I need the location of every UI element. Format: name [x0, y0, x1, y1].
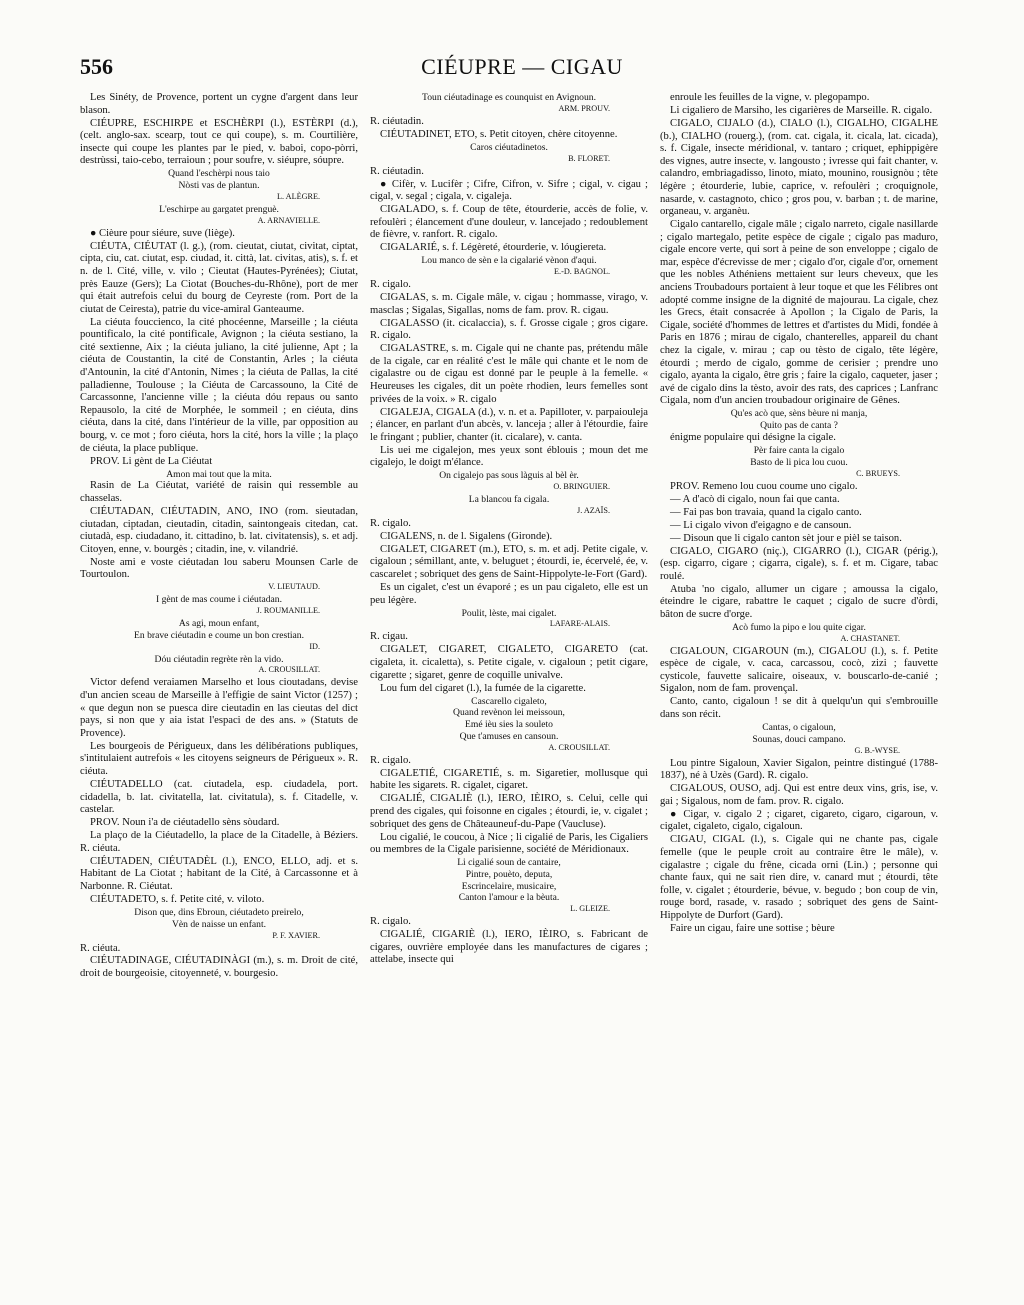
citation-author: A. CROUSILLAT. [548, 742, 610, 752]
entry-paragraph: Lis uei me cigalejon, mes yeux sont éblouis ; moun det me cigalejo, le doigt m'élance. [370, 444, 648, 469]
entry-paragraph: Es un cigalet, c'est un évaporé ; es un pau cigaleto, elle est un peu légère. [370, 582, 648, 606]
entry-paragraph: Atuba 'no cigalo, allumer un cigare ; amoussa la cigalo, éteindre le cigare, rabattre le caquet ; cigalo de sucre d'òrdi, bâton de sucre d'orge. [660, 583, 938, 620]
entry-paragraph: Les Sinéty, de Provence, portent un cygne d'argent dans leur blason. [80, 92, 358, 116]
entry-paragraph: CIGALO, CIJALO (d.), CIALO (l.), CIGALHO, CIGALHE (b.), CIALHO (rouerg.), (rom. cat. cigala, it. cicala, lat. cicada), s. f. Cigale, insecte méridional, v. tantaro ; criquet, ephippigère des vignes, autre insecte, v. langousto ; ivresse qui fait chanter, v. calandro, embriagadisso, linoto, miato, mounino, rousignòu ; tête légère ; étourderie, lubie, caprice, v. refoulèri ; croquignole, nasarde, v. castagnoto, chico ; gros pou, v. barban ; t. de marine, organeau, v. arganèu. [660, 117, 938, 218]
citation-author: P. F. XAVIER. [272, 930, 320, 940]
entry-paragraph: CIGALOUN, CIGAROUN (m.), CIGALOU (l.), s. f. Petite espèce de cigale, v. caca, carcassou, cocò, zizi ; fauvette cysticole, fauvette salicaire, oiseaux, v. bouscarlo-de-canié ; Sigalon, nom de fam. provençal. [660, 645, 938, 695]
entry-paragraph: R. cigalo. [370, 916, 411, 928]
entry-paragraph: CIÉUTADEN, CIÉUTADÈL (l.), ENCO, ELLO, adj. et s. Habitant de La Ciotat ; habitant de la Cité, à Carcassonne et à Narbonne. R. Ciéutat. [80, 855, 358, 892]
column-right [660, 92, 938, 1292]
verse-line: Emé ièu sies la souleto [465, 719, 553, 731]
entry-paragraph: CIÉUTADETO, s. f. Petite cité, v. viloto. [90, 893, 265, 905]
entry-paragraph: ● Cifèr, v. Lucifèr ; Cifre, Cifron, v. Sifre ; cigal, v. cigau ; cigal, v. segal ; cigala, v. cigaleja. [370, 178, 648, 203]
page-header [80, 52, 964, 92]
citation-author: ARM. PROUV. [558, 103, 610, 113]
verse-line: Pèr faire canta la cigalo [753, 444, 845, 456]
entry-paragraph: CIÉUTADELLO (cat. ciutadela, esp. ciudadela, port. cidadella, b. lat. civitatella, lat. civitatula), s. f. Citadelle, v. castelar. [80, 779, 358, 816]
verse-line: En brave ciéutadin e coume un bon crestian. [134, 629, 304, 641]
entry-paragraph: R. cigalo. [370, 754, 411, 766]
entry-paragraph: CIÉUTADINET, ETO, s. Petit citoyen, chère citoyenne. [380, 128, 618, 140]
entry-paragraph: Lou pintre Sigaloun, Xavier Sigalon, peintre distingué (1788-1837), né à Uzès (Gard). R. cigalo. [660, 757, 938, 782]
entry-paragraph: CIGALAS, s. m. Cigale mâle, v. cigau ; hommasse, virago, v. masclas ; Sigalas, Sigallas, noms de fam. prov. R. cigau. [370, 292, 648, 316]
citation-author: A. CHASTANET. [840, 633, 900, 643]
page-number: 556 [80, 54, 113, 79]
citation-author: B. FLORET. [568, 153, 610, 163]
entry-paragraph: Canto, canto, cigaloun ! se dit à quelqu'un qui s'embrouille dans son récit. [660, 696, 938, 720]
entry-paragraph: R. ciéutadin. [370, 165, 424, 177]
entry-paragraph: CIGALET, CIGARET (m.), ETO, s. m. et adj. Petite cigale, v. cigaloun ; sémillant, ante, v. beluguet ; étourdi, ie, écervelé, ée, v. cascarelet ; sobriquet des gens de Saint-Hippolyte-le-Fort (Gard). [370, 543, 648, 581]
entry-paragraph: R. cigau. [370, 631, 408, 643]
entry-paragraph: Rasin de La Ciéutat, variété de raisin qui ressemble au chasselas. [80, 480, 358, 504]
verse-line: Nòsti vas de plantun. [178, 180, 260, 192]
citation-author: V. LIEUTAUD. [268, 582, 320, 592]
entry-paragraph: — A d'acò di cigalo, noun fai que canta. [670, 493, 840, 505]
text-columns [80, 92, 960, 1292]
verse-line: Vèn de naisse un enfant. [171, 918, 267, 930]
entry-paragraph: R. cigalo. [370, 279, 411, 291]
entry-paragraph: — Disoun que li cigalo canton sèt jour e pièl se taison. [670, 532, 902, 544]
citation-author: O. BRINGUIER. [553, 482, 610, 492]
entry-paragraph: R. cigalo. [370, 517, 411, 529]
citation-author: LAFARE-ALAIS. [549, 619, 610, 629]
verse-line: Sounas, douci campano. [752, 733, 846, 745]
entry-paragraph: CIGALEJA, CIGALA (d.), v. n. et a. Papilloter, v. parpaiouleja ; élancer, en parlant d'un abcès, v. lanceja ; aller à l'étourdie, faire le fringant ; publier, chanter (it. cicalare), v. canta. [370, 406, 648, 443]
verse-line: L'eschirpe au gargatet prenguè. [159, 203, 279, 215]
citation-author: C. BRUEYS. [856, 468, 900, 478]
citation-author: A. CROUSILLAT. [258, 665, 320, 675]
entry-paragraph: CIGALIÉ, CIGARIÈ (l.), IERO, IÈIRO, s. Fabricant de cigares, ouvrière employée dans les manufactures de cigares ; attelabe, insecte qui [370, 929, 648, 966]
entry-paragraph: CIÉUTADAN, CIÉUTADIN, ANO, INO (rom. sieutadan, ciutadan, ciptadan, cieutadin, citadin, saintongeais citedan, cat. ciutadà, esp. ciudadano, it. cittadino, b. lat. civitatensis), s. et adj. Citoyen, enne, v. bourgès ; citadin, ine, v. vilandrié. [80, 505, 358, 555]
entry-paragraph: CIGALO, CIGARO (niç.), CIGARRO (l.), CIGAR (périg.), (esp. cigarro, cigare ; cigarra, cigale), s. f. et m. Cigare, tabac roulé. [660, 545, 938, 582]
verse-line: Que t'amuses en cansoun. [459, 730, 559, 742]
entry-paragraph: Noste ami e voste ciéutadan lou saberu Mounsen Carle de Tourtoulon. [80, 556, 358, 581]
citation-author: L. GLEIZE. [570, 904, 610, 914]
entry-paragraph: énigme populaire qui désigne la cigale. [670, 432, 836, 443]
column-left [80, 92, 358, 1292]
entry-paragraph: — Fai pas bon travaia, quand la cigalo canto. [670, 506, 862, 518]
entry-paragraph: CIGALOUS, OUSO, adj. Qui est entre deux vins, gris, ise, v. gai ; Sigalous, nom de fam. prov. R. cigalo. [660, 783, 938, 807]
running-head: CIÉUPRE — CIGAU [421, 54, 623, 79]
verse-line: Quand revènon lei meissoun, [453, 707, 565, 719]
citation-author: ID. [309, 641, 320, 651]
entry-paragraph: CIGALASTRE, s. m. Cigale qui ne chante pas, prétendu mâle de la cigale, car en réalité c'est le mâle qui chante et le nom de cigalastre ou de cigau est donné par le peuple à la femelle. « Heureuses les cigales, dit un poète rhodien, leurs femelles sont privées de la voix. » R. cigalo [370, 343, 648, 405]
verse-line: Poulit, lèste, mai cigalet. [461, 607, 557, 619]
entry-paragraph: CIGALARIÉ, s. f. Légèreté, étourderie, v. lóugiereta. [380, 242, 607, 254]
verse-line: Lou manco de sèn e la cigalarié vènon d'aqui. [421, 255, 597, 267]
verse-line: Dóu ciéutadin regrète rèn la vido. [154, 653, 284, 665]
entry-paragraph: Victor defend veraiamen Marselho et lous cioutadans, devise d'un ancien sceau de Marseille à l'effigie de saint Victor (1257) ; « que degun non se puesca dire cieutadin en las cieutas del dict pays, si non que y aia istat l'espaci de des ans. » (Statuts de Provence). [80, 677, 358, 739]
verse-line: Caros ciéutadinetos. [470, 141, 548, 153]
verse-line: Amon mai tout que la mita. [166, 468, 272, 480]
verse-line: Canton l'amour e la bèuta. [458, 892, 560, 904]
entry-paragraph: CIÉUPRE, ESCHIRPE et ESCHÈRPI (l.), ESTÈRPI (d.), (celt. anglo-sax. scearp, tout ce qui coupe), s. m. Courtilière, insecte qui coupe les plantes par le pied, v. baboi, copo-pòrri, destrùssi, taio-cebo, terraioun ; pour soufre, v. siéupre, sóupre. [80, 117, 358, 167]
entry-paragraph: PROV. Li gènt de La Ciéutat [90, 455, 213, 467]
entry-paragraph: CIGALADO, s. f. Coup de tête, étourderie, accès de folie, v. refoulèri ; élancement d'une douleur, v. lancejado ; redoublement de fièvre, v. ranfort. R. cigalo. [370, 204, 648, 241]
verse-line: Escrincelaire, musicaire, [461, 880, 557, 892]
entry-paragraph: enroule les feuilles de la vigne, v. plegopampo. [670, 92, 870, 103]
verse-line: Quito pas de canta ? [760, 420, 838, 432]
entry-paragraph: Li cigaliero de Marsiho, les cigarières de Marseille. R. cigalo. [670, 104, 933, 116]
verse-line: Cantas, o cigaloun, [762, 721, 836, 733]
verse-line: Li cigalié soun de cantaire, [457, 857, 561, 869]
citation-author: G. B.-WYSE. [854, 745, 900, 755]
verse-line: Toun ciéutadinage es counquist en Avignoun. [422, 92, 596, 103]
entry-paragraph: CIGALETIÉ, CIGARETIÉ, s. m. Sigaretier, mollusque qui habite les sigarets. R. cigalet, cigaret. [370, 767, 648, 792]
verse-line: Quand l'eschèrpi nous taio [168, 168, 270, 180]
verse-line: Basto de li pica lou cuou. [750, 456, 848, 468]
citation-author: E.-D. BAGNOL. [554, 267, 610, 277]
entry-paragraph: PROV. Remeno lou cuou coume uno cigalo. [670, 480, 858, 492]
verse-line: Dison que, dins Ebroun, ciéutadeto preirelo, [134, 906, 304, 918]
verse-line: Cascarello cigaleto, [471, 695, 547, 707]
entry-paragraph: La ciéuta fouccienco, la cité phocéenne, Marseille ; la ciéuta pountificalo, la cité pontificale, Avignon ; la ciéuta sestiano, la cité sextienne, Aix ; la ciéuta juliano, la cité julienne, Apt ; la ciéuta de Coustantin, la cité de Constantin, Arles ; la ciéuta d'Antounin, la cité d'Antonin, Nimes ; la ciéuta de Pallas, la cité palladienne, Toulouse ; la Ciéuta de Carcassouno, la Cité de Carcassonne, l'ancienne ville ; la ciéuta dóu repaus ou santo Repausolo, la cité de Morphée, le sommeil ; en ciéuta, dins ciéuta, dans la cité, dans l'intérieur de la ville, par opposition au bourg, v. ce mot ; foro ciéuta, hors la cité, hors la ville ; la plaço de ciéuta, la place publique. [80, 316, 358, 454]
verse-line: As agi, moun enfant, [178, 618, 260, 630]
column-middle [370, 92, 648, 1292]
citation-author: L. ALÈGRE. [277, 191, 320, 201]
entry-paragraph: La plaço de la Ciéutadello, la place de la Citadelle, à Béziers. R. ciéuta. [80, 830, 358, 854]
verse-line: On cigalejo pas sous làguis al bèl èr. [439, 470, 579, 482]
verse-line: Qu'es acò que, sèns bèure ni manja, [730, 408, 868, 420]
citation-author: J. ROUMANILLE. [256, 606, 320, 616]
entry-paragraph: R. ciéutadin. [370, 115, 424, 127]
entry-paragraph: Les bourgeois de Périgueux, dans les délibérations publiques, s'intitulaient autrefois « les citoyens seigneurs de Périgueux ». R. ciéuta. [80, 740, 358, 778]
citation-author: J. AZAÏS. [577, 505, 610, 515]
entry-paragraph: CIGALIÉ, CIGALIÈ (l.), IERO, IÈIRO, s. Celui, celle qui prend des cigales, qui foisonne en cigales ; étourdi, ie, v. cigalet ; sobriquet des gens de Châteauneuf-du-Pape (Vaucluse). [370, 793, 648, 830]
verse-line: La blancou fa cigala. [468, 494, 550, 506]
verse-line: Pintre, pouèto, deputa, [465, 868, 553, 880]
entry-paragraph: R. ciéuta. [80, 942, 121, 954]
entry-paragraph: CIGALENS, n. de l. Sigalens (Gironde). [380, 530, 553, 542]
entry-paragraph: Faire un cigau, faire une sottise ; bèure [670, 922, 835, 934]
verse-line: I gènt de mas coume i ciéutadan. [155, 594, 282, 606]
entry-paragraph: CIGALASSO (it. cicalaccia), s. f. Grosse cigale ; gros cigare. R. cigalo. [370, 317, 648, 342]
entry-paragraph: PROV. Noun i'a de ciéutadello sèns sòudard. [90, 817, 280, 829]
entry-paragraph: CIÉUTA, CIÉUTAT (l. g.), (rom. cieutat, ciutat, civitat, ciptat, cipta, ciu, cat. ciutat, esp. ciudad, it. città, lat. civitas, atis), s. f. et n. de l. Cité, ville, v. vilo ; Cieutat (Hautes-Pyrénées); Ciutat, près Eauze (Gers); La Ciotat (Bouches-du-Rhône), port de mer qui était autrefois celui du bourg de Ceyreste (rom. Port de la ciutat de Ceiresta), patrie du vice-amiral Ganteaume. [80, 240, 358, 315]
entry-paragraph: ● Cièure pour siéure, suve (liège). [90, 227, 235, 239]
verse-line: Acò fumo la pipo e lou quite cigar. [732, 621, 866, 633]
entry-paragraph: CIGAU, CIGAL (l.), s. Cigale qui ne chante pas, cigale femelle (que le peuple croit au contraire être le mâle), v. cigalastre ; cigale du frêne, cicada orni (Lin.) ; personne qui chante faux, qui ne sait rien dire, v. canard mut ; étourdi, tête folle, v. cigalet ; étourderie, bévue, v. begudo ; bon coup de vin, rouge bord, rasade, v. rasado ; sobriquet des gens de Saint-Hippolyte de Durfort (Gard). [660, 834, 938, 921]
entry-paragraph: CIÉUTADINAGE, CIÉUTADINÀGI (m.), s. m. Droit de cité, droit de bourgeoisie, citoyenneté, v. bourgesio. [80, 955, 358, 980]
citation-author: A. ARNAVIELLE. [257, 215, 320, 225]
entry-paragraph: ● Cigar, v. cigalo 2 ; cigaret, cigareto, cigaro, cigaroun, v. cigalet, cigaleto, cigalo, cigaloun. [660, 808, 938, 833]
entry-paragraph: Lou cigalié, le coucou, à Nice ; li cigalié de Paris, les Cigaliers ou membres de la Cigale parisienne, société de Méridionaux. [370, 831, 648, 856]
entry-paragraph: Lou fum del cigaret (l.), la fumée de la cigarette. [380, 682, 586, 694]
entry-paragraph: Cigalo cantarello, cigale mâle ; cigalo narreto, cigale nasillarde ; cigalo martegalo, petite espèce de cigale ; cigalo pas maduro, cigale encore verte, qui sort à peine de son enveloppe ; cigalo de mar, espèce d'écrevisse de mer ; cigalo d'or, cigale d'or, ornement que les nobles Athéniens mettaient sur leurs cheveux, que les anciens Troubadours portaient à leur toque et que les Félibres ont adopté comme insigne de la dignité de majourau. La cigale, chez les Grecs, était consacrée à Apollon ; la Cigalo de Paris, la Cigale, société d'hommes de lettres et d'artistes du Midi, fondée à Paris en 1876 ; mirau de cigalo, chanterelles, appareil du chant chez la cigale, v. mirau ; cap ou tèsto de cigalo, tête légère, étourdi ; merdo de cigalo, gomme de cerisier ; prendre uno cigalo, ayanta la cigalo, être gris ; faire la cigalo, caqueter, jaser ; avé de cigalo dins la tèsto, avoir des rats, des caprices ; Lanfranc Cigala, nom d'un ancien troubadour originaire de Gênes. [660, 219, 938, 407]
entry-paragraph: CIGALET, CIGARET, CIGALETO, CIGARETO (cat. cigaleta, it. cicaletta), s. Petite cigale, v. cigaloun ; petit cigare, cigarette ; sigaret, genre de coquille univalve. [370, 644, 648, 681]
entry-paragraph: — Li cigalo vivon d'eigagno e de cansoun. [670, 519, 852, 531]
